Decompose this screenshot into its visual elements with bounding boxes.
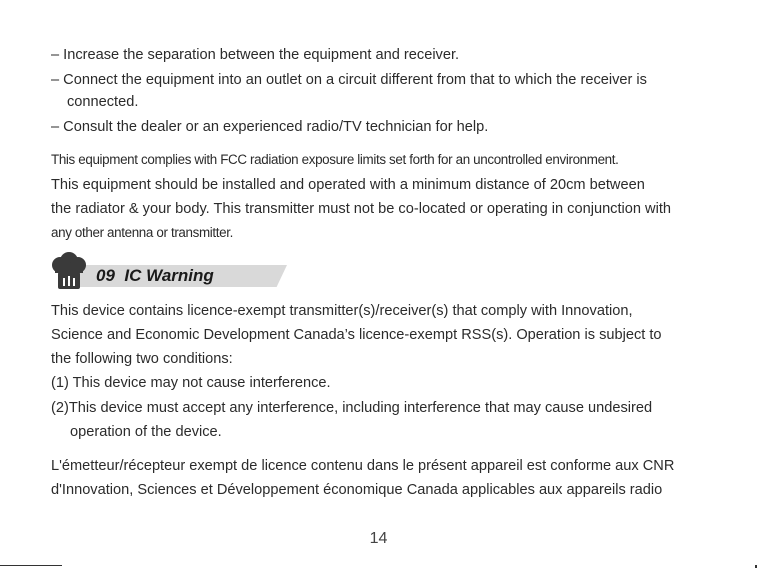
fcc-paragraph-line: This equipment should be installed and operated with a minimum distance of 20cm between: [51, 177, 645, 193]
ic-paragraph-line: the following two conditions:: [51, 351, 233, 367]
section-number: 09: [96, 266, 115, 285]
section-heading: [49, 251, 249, 291]
french-paragraph-line: d'Innovation, Sciences et Développement économique Canada applicables aux appareils radio: [51, 482, 663, 498]
ic-condition: (2)This device must accept any interference, including interference that may cause undesired: [51, 400, 653, 416]
bullet-item: – Consult the dealer or an experienced radio/TV technician for help.: [51, 119, 489, 135]
ic-paragraph-line: Science and Economic Development Canada’s licence-exempt RSS(s). Operation is subject to: [51, 327, 662, 343]
section-title: [96, 266, 214, 286]
page-number: 14: [369, 530, 388, 547]
ic-condition-continuation: operation of the device.: [70, 424, 222, 440]
bullet-item: – Connect the equipment into an outlet on a circuit different from that to which the receiver is: [51, 72, 647, 88]
bullet-item: – Increase the separation between the equipment and receiver.: [51, 47, 460, 63]
section-title-text: IC Warning: [124, 266, 214, 285]
fcc-paragraph-line: the radiator & your body. This transmitter must not be co-located or operating in conjunction with: [51, 201, 672, 217]
bullet-item-continuation: connected.: [67, 94, 139, 110]
footer-rule: [0, 565, 62, 566]
ic-paragraph-line: This device contains licence-exempt transmitter(s)/receiver(s) that comply with Innovation,: [51, 303, 633, 319]
chef-hat-icon: [49, 251, 89, 291]
fcc-paragraph-line: This equipment complies with FCC radiation exposure limits set forth for an uncontrolled environment.: [51, 152, 619, 167]
ic-condition: (1) This device may not cause interference.: [51, 375, 331, 391]
fcc-paragraph-line: any other antenna or transmitter.: [51, 225, 233, 240]
french-paragraph-line: L'émetteur/récepteur exempt de licence contenu dans le présent appareil est conforme aux CNR: [51, 458, 675, 474]
